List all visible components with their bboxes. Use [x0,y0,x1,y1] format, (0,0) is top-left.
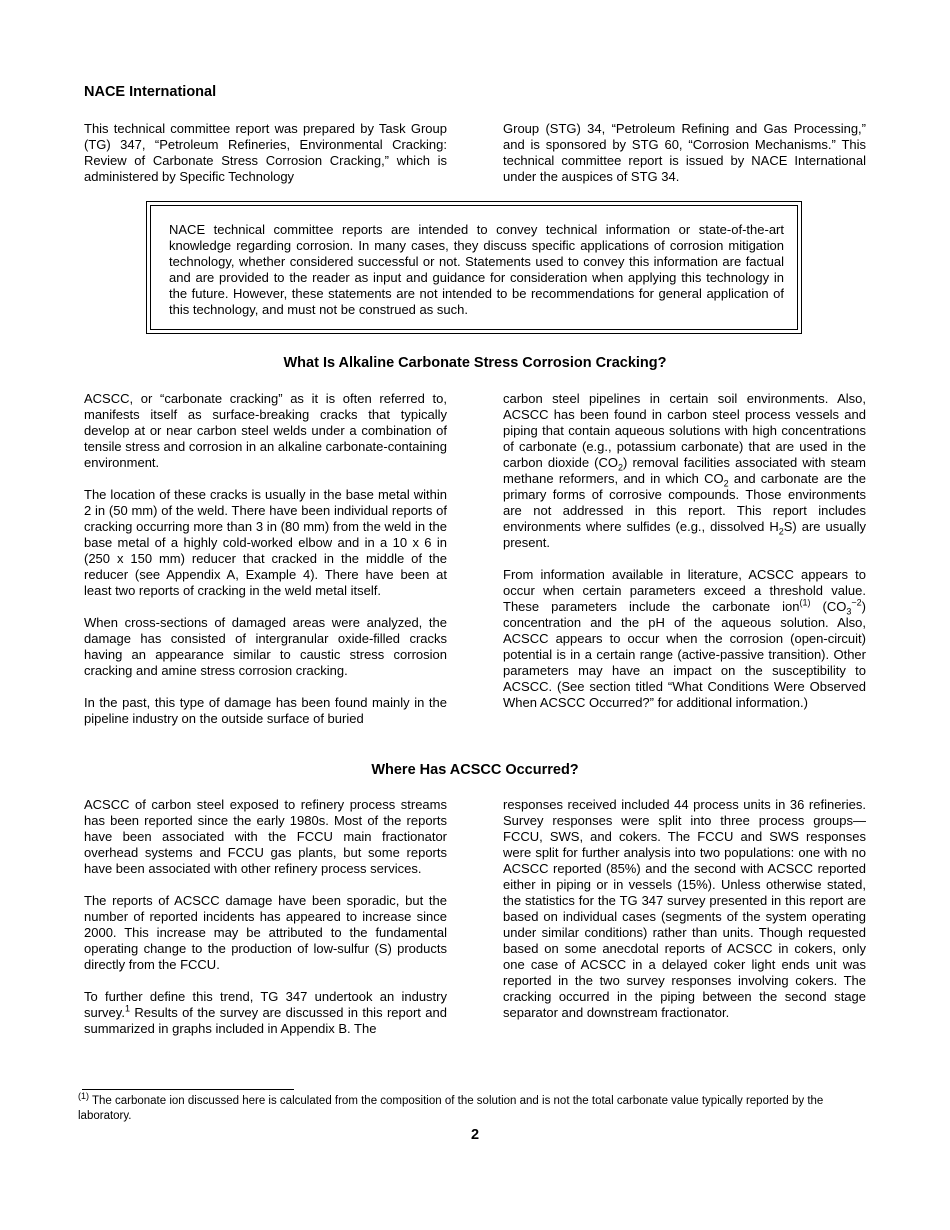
section1-left-paragraph-4: In the past, this type of damage has been found mainly in the pipeline industry on the outside surface of buried [84,695,447,726]
section1-left-paragraph-3: When cross-sections of damaged areas were analyzed, the damage has consisted of intergranular oxide-filled cracks having an appearance similar to caustic stress corrosion cracking and amine stress corrosion cracking. [84,615,447,678]
footnote-reference-1: (1) [799,597,811,608]
section2-left-paragraph-2: The reports of ACSCC damage have been sporadic, but the number of reported incidents has appeared to increase since 2000. This increase may be attributed to the fundamental operating change to the production of low-sulfur (S) products directly from the FCCU. [84,893,447,972]
footnote-divider [82,1089,294,1090]
section2-left-paragraph-1: ACSCC of carbon steel exposed to refinery process streams has been reported since the early 1980s. Most of the reports have been associated with the FCCU main fractionator overhead systems and FCCU gas plants, but some reports have been associated with other refinery process services. [84,797,447,876]
footnote-marker: (1) [78,1091,89,1102]
intro-paragraph-right: Group (STG) 34, “Petroleum Refining and Gas Processing,” and is sponsored by STG 60, “Corrosion Mechanisms.” This technical committee report is issued by NACE International under the auspices of STG 34. [503,121,866,184]
section2-right-column [503,797,866,1021]
section2-left-column [84,797,447,1037]
notice-box [146,201,802,334]
section-heading-what-is-acscc: What Is Alkaline Carbonate Stress Corrosion Cracking? [283,355,667,371]
section1-left-paragraph-1: ACSCC, or “carbonate cracking” as it is often referred to, manifests itself as surface-breaking cracks that typically develop at or near carbon steel welds under a combination of tensile stress and corrosion in an alkaline carbonate-containing environment. [84,391,447,470]
section1-left-column [84,391,447,727]
section2-left-paragraph-3: To further define this trend, TG 347 undertook an industry survey.$^1$ Results of the survey are discussed in this report and summarized in graphs included in Appendix B. The [84,989,447,1036]
section2-right-paragraph-1: responses received included 44 process units in 36 refineries. Survey responses were split into three process groups—FCCU, SWS, and cokers. The FCCU and SWS responses were split for further analysis into two populations: one with no ACSCC reported (85%) and the second with ACSCC reported either in piping or in vessels (15%). Unless otherwise stated, the statistics for the TG 347 survey presented in this report are based on individual cases (segments of the system operating under similar conditions) rather than units. Though requested based on some anecdotal reports of ACSCC in cokers, only one case of ACSCC in a delayed coker light ends unit was reported in the two survey responses involving cokers. The cracking occurred in the piping between the second stage separator and downstream fractionator. [503,797,866,1020]
section1-right-column [503,391,866,711]
intro-paragraph-left: This technical committee report was prepared by Task Group (TG) 347, “Petroleum Refineries, Environmental Cracking: Review of Carbonate Stress Corrosion Cracking,” which is administered by Specific Technology [84,121,447,184]
intro-left-column [84,121,447,185]
footnote [78,1091,868,1124]
section1-right-paragraph-2: From information available in literature, ACSCC appears to occur when certain parameters exceed a threshold value. These parameters include the carbonate ion$^{(1)}$ $(CO_3^{-2})$ concentration and the pH of the aqueous solution. Also, ACSCC appears to occur when the corrosion (open-circuit) potential is in a certain range (active-passive transition). Other parameters may have an impact on the susceptibility to ACSCC. (See section titled “What Conditions Were Observed When ACSCC Occurred?” for additional information.) [503,567,866,710]
intro-right-column [503,121,866,185]
page-number: 2 [470,1127,480,1143]
reference-superscript-1: 1 [124,1003,130,1014]
section1-left-paragraph-2: The location of these cracks is usually in the base metal within 2 in (50 mm) of the weld. There have been individual reports of cracking occurring more than 3 in (80 mm) from the weld in the base metal of a highly cold-worked elbow and in a 10 x 6 in (250 x 150 mm) reducer that cracked in the middle of the reducer (see Appendix A, Example 4). There have been at least two reports of cracking in the weld metal itself. [84,487,447,598]
section-heading-where-has-acscc-occurred: Where Has ACSCC Occurred? [371,762,579,778]
notice-box-inner-border [150,205,798,330]
section1-right-paragraph-1: carbon steel pipelines in certain soil environments. Also, ACSCC has been found in carbon steel process vessels and piping that contain aqueous solutions with high concentrations of carbonate (e.g., potassium carbonate) that are used in the carbon dioxide $(CO_2)$ removal facilities associated with steam methane reformers, and in which $CO_2$ and carbonate are the primary forms of corrosive compounds. Those environments are not addressed in this report. This report includes environments where sulfides (e.g., dissolved $H_2S$) are usually present. [503,391,867,550]
notice-text: NACE technical committee reports are intended to convey technical information or state-of-the-art knowledge regarding corrosion. In many cases, they discuss specific applications of corrosion mitigation technology, whether considered successful or not. Statements used to convey this information are factual and are provided to the reader as input and guidance for consideration when applying this technology in the future. However, these statements are not intended to be recommendations for general application of this technology, and must not be construed as such. [169,222,784,317]
footnote-text: The carbonate ion discussed here is calculated from the composition of the solution and is not the total carbonate value typically reported by the laboratory. [78,1095,824,1122]
organization-heading: NACE International [84,84,217,100]
